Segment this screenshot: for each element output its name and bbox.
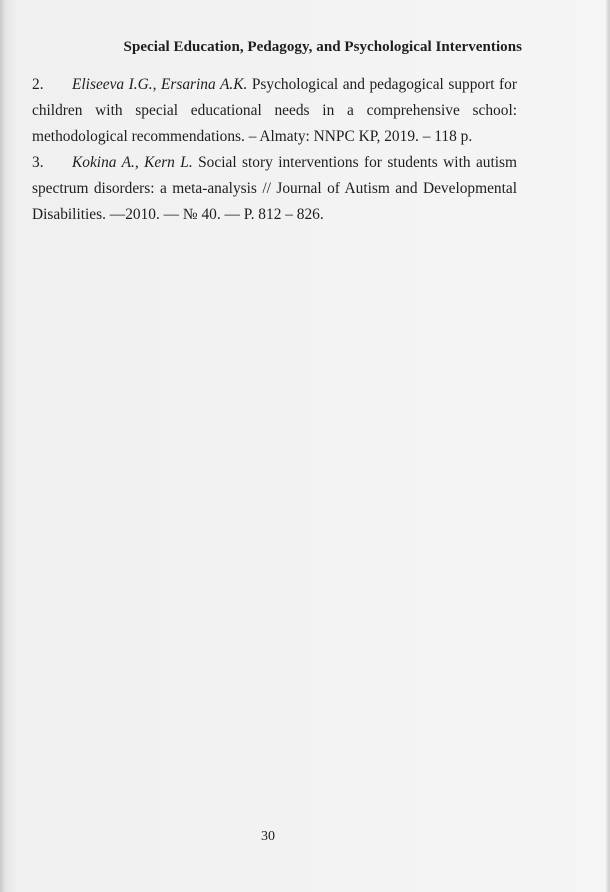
reference-item [32, 72, 517, 150]
running-header: Special Education, Pedagogy, and Psychological Interventions [123, 39, 522, 55]
reference-authors: Eliseeva I.G., Ersarina A.K. [72, 76, 248, 93]
reference-authors: Kokina A., Kern L. [72, 154, 193, 171]
reference-item [32, 150, 517, 228]
page-number-container [0, 829, 610, 845]
page-number: 30 [261, 829, 275, 844]
reference-list [32, 72, 517, 228]
reference-number: 3. [32, 154, 44, 171]
reference-number: 2. [32, 76, 44, 93]
reference-text: Social story interventions for students with autism spectrum disorders: a meta-analysis // Journal of Autism and Developmental Disabilities. —2010. — № 40. — P. 812 – 826. [32, 154, 517, 223]
reference-text: Psychological and pedagogical support for children with special educational needs in a comprehensive school: methodological recommendations. – Almaty: NNPC KP, 2019. – 118 p. [32, 76, 517, 145]
